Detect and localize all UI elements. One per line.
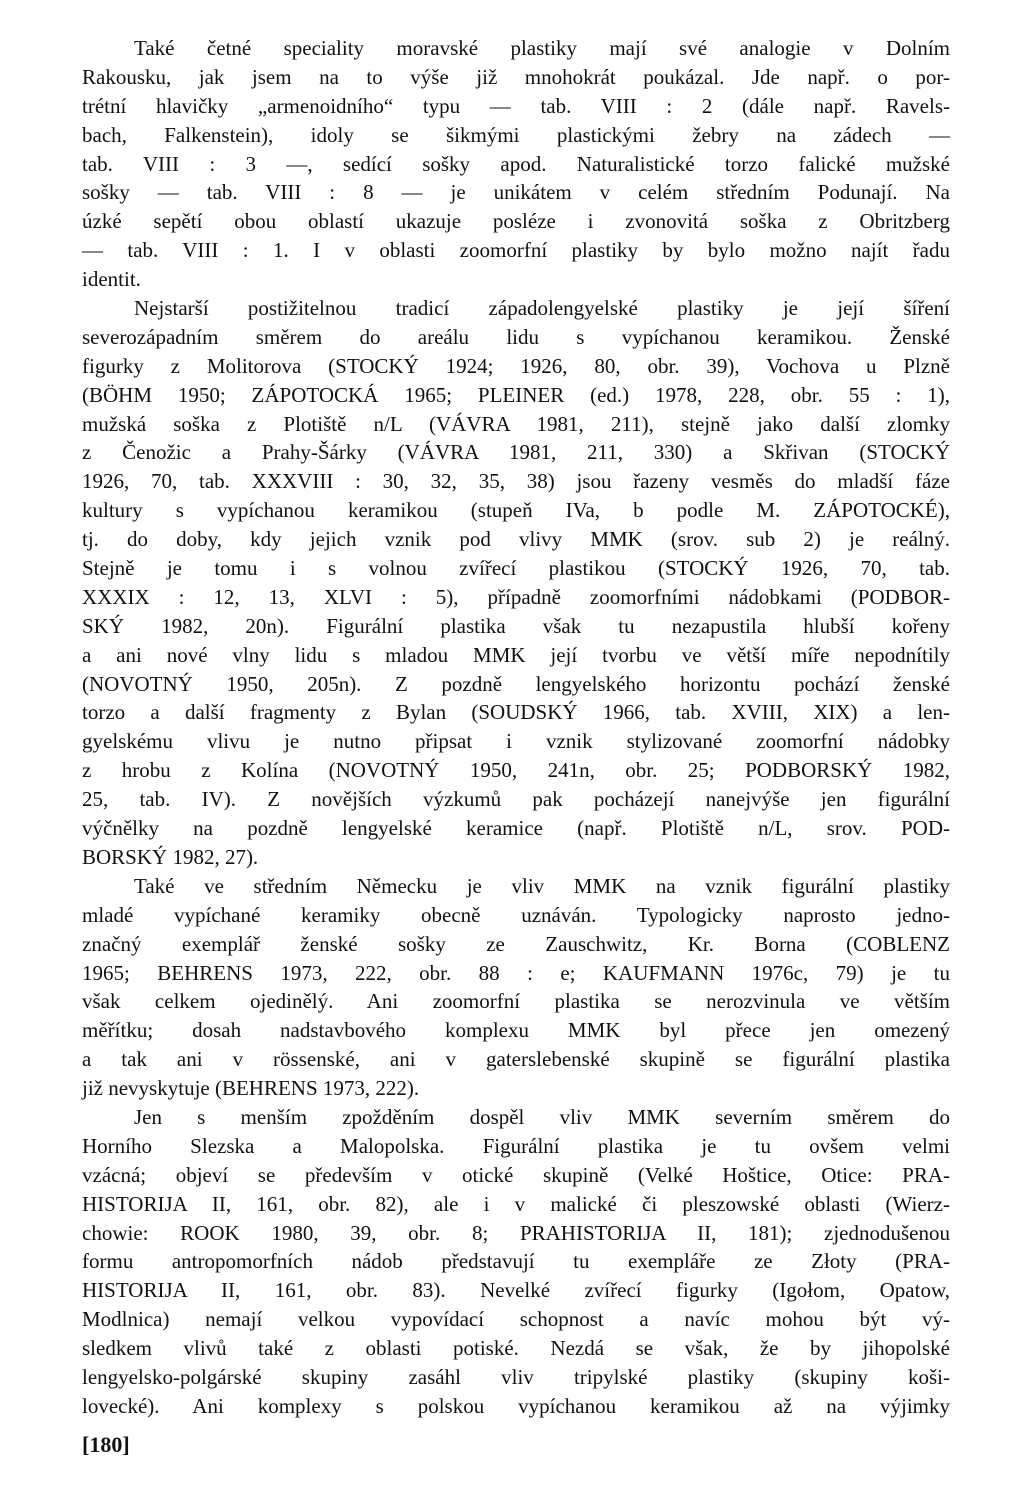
text-line: Nejstarší postižitelnou tradicí západolengyelské plastiky je její šíření [134,296,950,321]
text-line: XXXIX : 12, 13, XLVI : 5), případně zoomorfními nádobkami (PODBOR- [82,584,950,609]
text-line: již nevyskytuje (BEHRENS 1973, 222). [82,1076,420,1101]
text-line: chowie: ROOK 1980, 39, obr. 8; PRAHISTORIJA II, 181); zjednodušenou [82,1220,950,1245]
text-line: (BÖHM 1950; ZÁPOTOCKÁ 1965; PLEINER (ed.) 1978, 228, obr. 55 : 1), [82,382,950,407]
text-line: sledkem vlivů také z oblasti potiské. Nezdá se však, že by jihopolské [82,1336,950,1361]
text-line: 25, tab. IV). Z novějších výzkumů pak pocházejí nanejvýše jen figurální [82,787,950,812]
text-line: torzo a další fragmenty z Bylan (SOUDSKÝ 1966, tab. XVIII, XIX) a len- [82,700,950,725]
text-line: značný exemplář ženské sošky ze Zauschwitz, Kr. Borna (COBLENZ [82,931,950,956]
text-line: Rakousku, jak jsem na to výše již mnohokrát poukázal. Jde např. o por- [82,64,950,89]
text-line: z hrobu z Kolína (NOVOTNÝ 1950, 241n, obr. 25; PODBORSKÝ 1982, [82,758,950,783]
text-line: však celkem ojedinělý. Ani zoomorfní plastika se nerozvinula ve větším [82,989,950,1014]
text-line: z Čenožic a Prahy-Šárky (VÁVRA 1981, 211, 330) a Skřivan (STOCKÝ [82,440,950,465]
text-line: (NOVOTNÝ 1950, 205n). Z pozdně lengyelského horizontu pochází ženské [82,671,950,696]
text-line: mužská soška z Plotiště n/L (VÁVRA 1981, 211), stejně jako další zlomky [82,411,950,436]
text-line: identit. [82,267,141,292]
text-line: úzké sepětí obou oblastí ukazuje posléze i zvonovitá soška z Obritzberg [82,209,950,234]
text-line: výčnělky na pozdně lengyelské keramice (např. Plotiště n/L, srov. POD- [82,816,950,841]
text-line: figurky z Molitorova (STOCKÝ 1924; 1926, 80, obr. 39), Vochova u Plzně [82,353,950,378]
text-line: kultury s vypíchanou keramikou (stupeň IVa, b podle M. ZÁPOTOCKÉ), [82,498,950,523]
text-line: Také ve středním Německu je vliv MMK na vznik figurální plastiky [134,873,950,898]
text-line: mladé vypíchané keramiky obecně uznáván. Typologicky naprosto jedno- [82,902,950,927]
text-line: a tak ani v rössenské, ani v gaterslebenské skupině se figurální plastika [82,1047,950,1072]
text-line: 1926, 70, tab. XXXVIII : 30, 32, 35, 38) jsou řazeny vesměs do mladší fáze [82,469,950,494]
text-line: lengyelsko-polgárské skupiny zasáhl vliv tripylské plastiky (skupiny koši- [82,1364,950,1389]
text-line: bach, Falkenstein), idoly se šikmými plastickými žebry na zádech — [82,122,950,147]
text-line: měřítku; dosah nadstavbového komplexu MMK byl přece jen omezený [82,1018,950,1043]
text-line: tj. do doby, kdy jejich vznik pod vlivy MMK (srov. sub 2) je reálný. [82,527,950,552]
text-line: lovecké). Ani komplexy s polskou vypíchanou keramikou až na výjimky [82,1393,950,1418]
text-line: vzácná; objeví se především v otické skupině (Velké Hoštice, Otice: PRA- [82,1162,950,1187]
text-line: Také četné speciality moravské plastiky mají své analogie v Dolním [134,36,950,60]
body-text [82,34,950,1421]
text-line: a ani nové vlny lidu s mladou MMK její tvorbu ve větší míře nepodnítily [82,642,950,667]
page-number: [180] [82,1432,130,1457]
text-line: Modlnica) nemají velkou vypovídací schopnost a navíc mohou být vý- [82,1307,950,1332]
text-line: trétní hlavičky „armenoidního“ typu — tab. VIII : 2 (dále např. Ravels- [82,93,950,118]
text-line: tab. VIII : 3 —, sedící sošky apod. Naturalistické torzo falické mužské [82,151,950,176]
text-line: SKÝ 1982, 20n). Figurální plastika však tu nezapustila hlubší kořeny [82,613,950,638]
text-line: Horního Slezska a Malopolska. Figurální plastika je tu ovšem velmi [82,1133,950,1158]
text-line: BORSKÝ 1982, 27). [82,844,259,869]
text-line: severozápadním směrem do areálu lidu s vypíchanou keramikou. Ženské [82,324,950,349]
text-line: gyelskému vlivu je nutno připsat i vznik stylizované zoomorfní nádobky [82,729,950,754]
text-line: sošky — tab. VIII : 8 — je unikátem v celém středním Podunají. Na [82,180,950,205]
text-line: HISTORIJA II, 161, obr. 82), ale i v malické či pleszowské oblasti (Wierz- [82,1191,950,1216]
text-line: HISTORIJA II, 161, obr. 83). Nevelké zvířecí figurky (Igołom, Opatow, [82,1278,950,1303]
text-line: Stejně je tomu i s volnou zvířecí plastikou (STOCKÝ 1926, 70, tab. [82,556,950,581]
text-line: 1965; BEHRENS 1973, 222, obr. 88 : e; KAUFMANN 1976c, 79) je tu [82,960,950,985]
text-line: Jen s menším zpožděním dospěl vliv MMK severním směrem do [134,1104,950,1129]
text-line: — tab. VIII : 1. I v oblasti zoomorfní plastiky by bylo možno najít řadu [82,238,950,263]
text-line: formu antropomorfních nádob představují tu exempláře ze Złoty (PRA- [82,1249,950,1274]
